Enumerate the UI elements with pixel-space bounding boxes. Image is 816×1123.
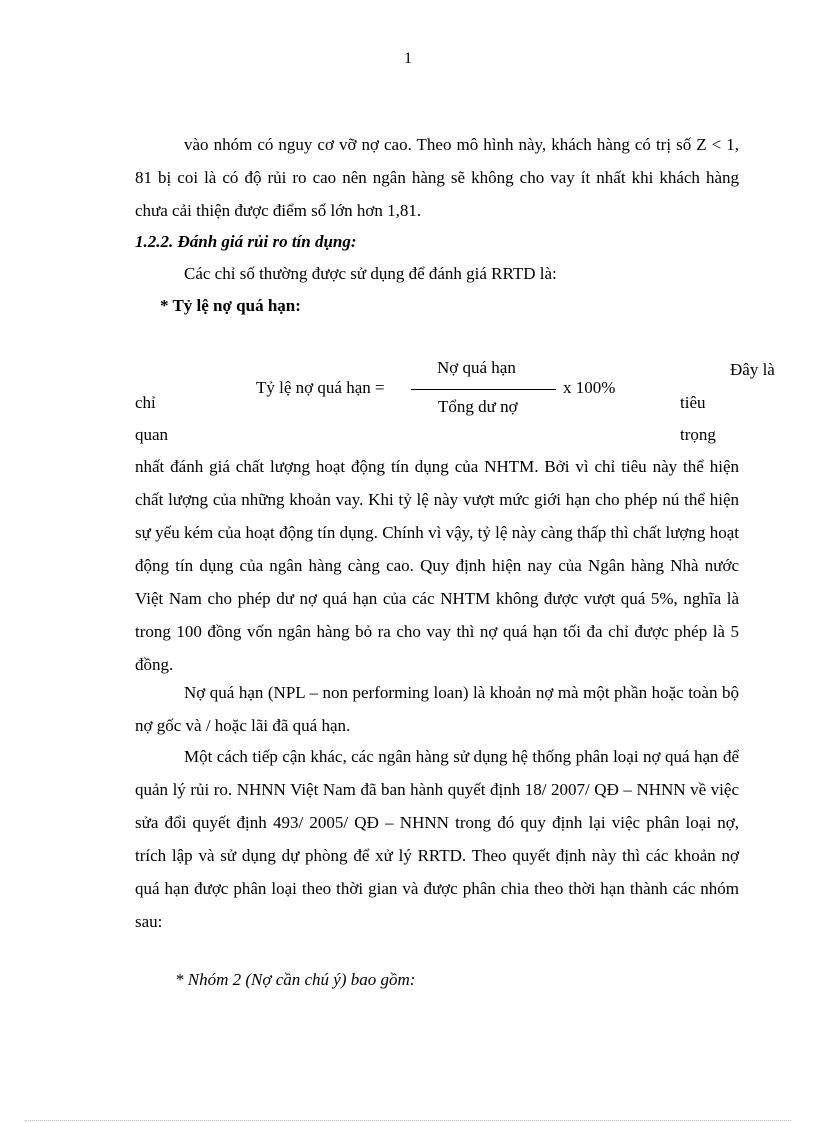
formula-label: Tỷ lệ nợ quá hạn = <box>256 378 385 397</box>
page-number: 1 <box>404 50 412 67</box>
formula-denominator: Tổng dư nợ <box>438 397 518 416</box>
side-text-tieu: tiêu <box>680 393 706 412</box>
side-text-trong: trọng <box>680 425 716 444</box>
side-text-day-la: Đây là <box>730 360 775 379</box>
formula-multiplier: x 100% <box>563 378 616 397</box>
paragraph-classification: Một cách tiếp cận khác, các ngân hàng sử dụng hệ thống phân loại nợ quá hạn để quản lý rủi ro. NHNN Việt Nam đã ban hành quyết định 18/ 2007/ QĐ – NHNN về việc sửa đổi quyết định 493/ 2005/ QĐ – NHNN trong đó quy định lại việc phân loại nợ, trích lập và sử dụng dự phòng để xử lý RRTD. Theo quyết định này thì các khoản nợ quá hạn được phân loại theo thời gian và được phân chia theo thời hạn thành các nhóm sau: <box>135 747 739 931</box>
side-text-quan: quan <box>135 425 169 444</box>
group-2-heading: * Nhóm 2 (Nợ cần chú ý) bao gồm: <box>175 970 416 989</box>
fraction-bar <box>411 389 556 390</box>
formula-numerator: Nợ quá hạn <box>437 358 516 377</box>
side-text-chi: chỉ <box>135 393 156 412</box>
page-bottom-rule <box>25 1120 791 1121</box>
paragraph-explanation: nhất đánh giá chất lượng hoạt động tín dụng của NHTM. Bởi vì chỉ tiêu này thể hiện chất lượng của những khoản vay. Khi tỷ lệ này vượt mức giới hạn cho phép nú thể hiện sự yếu kém của hoạt động tín dụng. Chính vì vậy, tỷ lệ này càng thấp thì chất lượng hoạt động tín dụng của ngân hàng càng cao. Quy định hiện nay của Ngân hàng Nhà nước Việt Nam cho phép dư nợ quá hạn của các NHTM không được vượt quá 5%, nghĩa là trong 100 đồng vốn ngân hàng bỏ ra cho vay thì nợ quá hạn tối đa chỉ được phép là 5 đồng. <box>135 457 739 674</box>
section-heading: 1.2.2. Đánh giá rủi ro tín dụng: <box>135 232 357 251</box>
bullet-overdue-ratio: * Tỷ lệ nợ quá hạn: <box>160 296 301 315</box>
indicators-intro: Các chỉ số thường được sử dụng để đánh giá RRTD là: <box>184 264 557 283</box>
paragraph-npl: Nợ quá hạn (NPL – non performing loan) là khoản nợ mà một phần hoặc toàn bộ nợ gốc và / hoặc lãi đã quá hạn. <box>135 683 739 735</box>
paragraph-intro: vào nhóm có nguy cơ vỡ nợ cao. Theo mô hình này, khách hàng có trị số Z < 1, 81 bị coi là có độ rủi ro cao nên ngân hàng sẽ không cho vay ít nhất khi khách hàng chưa cải thiện được điểm số lớn hơn 1,81. <box>135 135 739 220</box>
